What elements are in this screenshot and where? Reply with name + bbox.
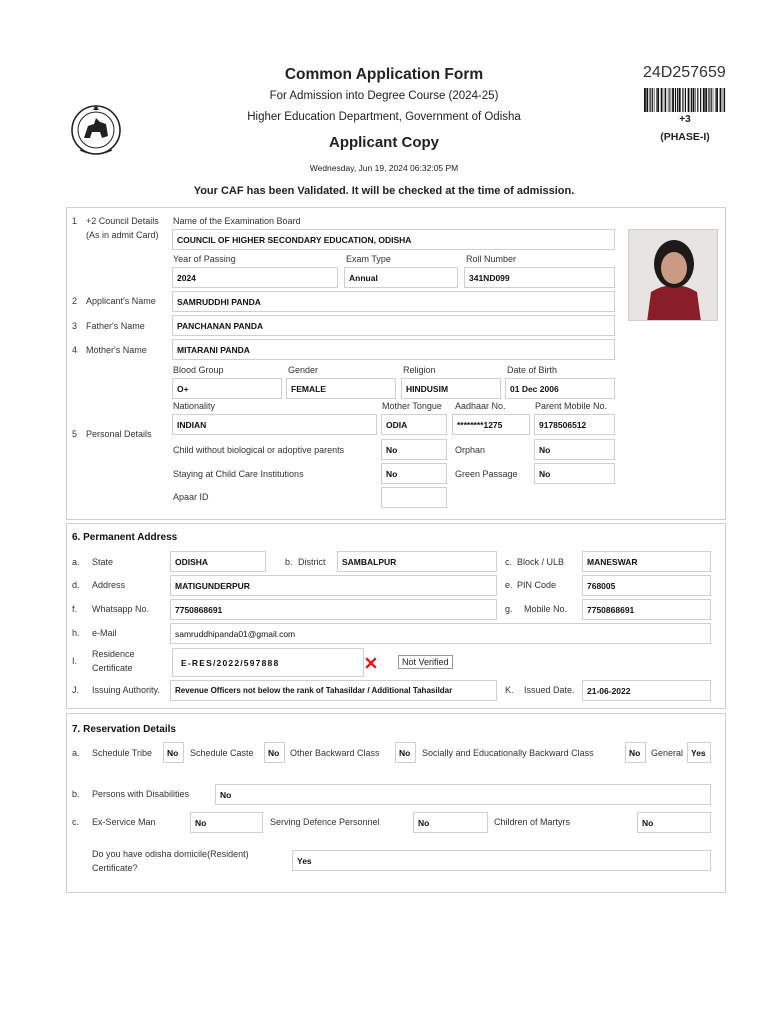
- board-field[interactable]: COUNCIL OF HIGHER SECONDARY EDUCATION, ODISHA: [172, 229, 615, 250]
- item-number-3: 3: [72, 321, 78, 331]
- stream-label: +3: [679, 114, 691, 125]
- dob-field[interactable]: 01 Dec 2006: [505, 378, 615, 399]
- green-passage-field[interactable]: No: [534, 463, 615, 484]
- general-field[interactable]: Yes: [687, 742, 711, 763]
- address-item-d: d.: [72, 580, 80, 590]
- address-item-f: f.: [72, 604, 78, 614]
- orphan-label: Orphan: [455, 445, 486, 455]
- mother-tongue-field[interactable]: ODIA: [381, 414, 447, 435]
- apaar-id-field[interactable]: [381, 487, 447, 508]
- obc-field[interactable]: No: [395, 742, 416, 763]
- obc-label: Other Backward Class: [290, 748, 380, 758]
- blood-group-field[interactable]: O+: [172, 378, 282, 399]
- religion-field[interactable]: HINDUSIM: [401, 378, 501, 399]
- applicant-name-field[interactable]: SAMRUDDHI PANDA: [172, 291, 615, 312]
- state-label: State: [92, 557, 114, 567]
- nationality-field[interactable]: INDIAN: [172, 414, 377, 435]
- address-label: Address: [92, 580, 126, 590]
- mother-tongue-label: Mother Tongue: [382, 401, 442, 411]
- reservation-item-b: b.: [72, 789, 80, 799]
- council-details-sublabel: (As in admit Card): [86, 230, 159, 240]
- cross-icon: [365, 657, 377, 669]
- item-number-5: 5: [72, 429, 78, 439]
- issuing-authority-label: Issuing Authority.: [92, 685, 160, 695]
- defence-personnel-field[interactable]: No: [413, 812, 488, 833]
- issuing-authority-field[interactable]: Revenue Officers not below the rank of Tahasildar / Additional Tahasildar: [170, 680, 497, 701]
- green-passage-label: Green Passage: [455, 469, 518, 479]
- verification-status-badge: Not Verified: [398, 655, 453, 669]
- form-subtitle: For Admission into Degree Course (2024-25): [269, 90, 499, 102]
- father-name-field[interactable]: PANCHANAN PANDA: [172, 315, 615, 336]
- item-number-4: 4: [72, 345, 78, 355]
- mobile-field[interactable]: 7750868691: [582, 599, 711, 620]
- child-without-parents-field[interactable]: No: [381, 439, 447, 460]
- child-without-parents-label: Child without biological or adoptive parents: [173, 445, 345, 455]
- general-label: General: [651, 748, 684, 758]
- whatsapp-label: Whatsapp No.: [92, 604, 150, 614]
- parent-mobile-label: Parent Mobile No.: [535, 401, 608, 411]
- address-field[interactable]: MATIGUNDERPUR: [170, 575, 497, 596]
- address-item-b: b.: [285, 557, 293, 567]
- address-item-e: e.: [505, 580, 513, 590]
- orphan-field[interactable]: No: [534, 439, 615, 460]
- validation-message: Your CAF has been Validated. It will be checked at the time of admission.: [193, 185, 575, 197]
- year-label: Year of Passing: [173, 254, 236, 264]
- reservation-item-a: a.: [72, 748, 80, 758]
- address-item-g: g.: [505, 604, 513, 614]
- address-item-i: I.: [72, 656, 78, 666]
- sebc-field[interactable]: No: [625, 742, 646, 763]
- council-details-label: +2 Council Details: [86, 216, 159, 226]
- sebc-label: Socially and Educationally Backward Class: [422, 748, 594, 758]
- religion-label: Religion: [403, 365, 436, 375]
- children-of-martyrs-label: Children of Martyrs: [494, 817, 571, 827]
- pwd-field[interactable]: No: [215, 784, 711, 805]
- pwd-label: Persons with Disabilities: [92, 789, 190, 799]
- child-care-field[interactable]: No: [381, 463, 447, 484]
- schedule-tribe-field[interactable]: No: [163, 742, 184, 763]
- gender-field[interactable]: FEMALE: [286, 378, 396, 399]
- domicile-label-line2: Certificate?: [92, 863, 138, 873]
- item-number-2: 2: [72, 296, 78, 306]
- caf-number: 24D257659: [643, 64, 726, 81]
- copy-type: Applicant Copy: [328, 134, 439, 151]
- mother-name-field[interactable]: MITARANI PANDA: [172, 339, 615, 360]
- aadhaar-field[interactable]: ********1275: [452, 414, 530, 435]
- reservation-section-title: 7. Reservation Details: [72, 724, 176, 735]
- address-item-h: h.: [72, 628, 80, 638]
- address-item-j: J.: [72, 685, 80, 695]
- child-care-label: Staying at Child Care Institutions: [173, 469, 304, 479]
- nationality-label: Nationality: [173, 401, 216, 411]
- parent-mobile-field[interactable]: 9178506512: [534, 414, 615, 435]
- father-name-label: Father's Name: [86, 321, 145, 331]
- blood-group-label: Blood Group: [173, 365, 224, 375]
- issued-date-field[interactable]: 21-06-2022: [582, 680, 711, 701]
- state-field[interactable]: ODISHA: [170, 551, 266, 572]
- pin-code-field[interactable]: 768005: [582, 575, 711, 596]
- apaar-id-label: Apaar ID: [173, 492, 209, 502]
- form-title: Common Application Form: [284, 66, 484, 83]
- gender-label: Gender: [288, 365, 319, 375]
- generated-timestamp: Wednesday, Jun 19, 2024 06:32:05 PM: [309, 163, 459, 173]
- address-item-k: K.: [505, 685, 514, 695]
- reservation-item-c: c.: [72, 817, 80, 827]
- barcode-icon: [644, 88, 726, 112]
- schedule-caste-field[interactable]: No: [264, 742, 285, 763]
- domicile-label-line1: Do you have odisha domicile(Resident): [92, 849, 249, 859]
- defence-personnel-label: Serving Defence Personnel: [270, 817, 380, 827]
- email-label: e-Mail: [92, 628, 117, 638]
- email-field[interactable]: samruddhipanda01@gmail.com: [170, 623, 711, 644]
- district-field[interactable]: SAMBALPUR: [337, 551, 497, 572]
- roll-number-field[interactable]: 341ND099: [464, 267, 615, 288]
- issued-date-label: Issued Date.: [524, 685, 575, 695]
- district-label: District: [298, 557, 326, 567]
- block-label: Block / ULB: [517, 557, 565, 567]
- pin-code-label: PIN Code: [517, 580, 557, 590]
- board-label: Name of the Examination Board: [173, 216, 301, 226]
- ex-service-label: Ex-Service Man: [92, 817, 156, 827]
- year-field[interactable]: 2024: [172, 267, 338, 288]
- residence-certificate-field[interactable]: E-RES/2022/597888: [172, 648, 364, 677]
- block-field[interactable]: MANESWAR: [582, 551, 711, 572]
- mobile-label: Mobile No.: [524, 604, 568, 614]
- ex-service-field[interactable]: No: [190, 812, 263, 833]
- residence-label-line1: Residence: [92, 649, 135, 659]
- personal-details-label: Personal Details: [86, 429, 152, 439]
- item-number-1: 1: [72, 216, 78, 226]
- mother-name-label: Mother's Name: [86, 345, 147, 355]
- roll-number-label: Roll Number: [466, 254, 517, 264]
- address-item-c: c.: [505, 557, 513, 567]
- department-name: Higher Education Department, Government of Odisha: [247, 111, 521, 123]
- whatsapp-field[interactable]: 7750868691: [170, 599, 497, 620]
- schedule-caste-label: Schedule Caste: [190, 748, 254, 758]
- address-item-a: a.: [72, 557, 80, 567]
- phase-label: (PHASE-I): [660, 131, 710, 143]
- aadhaar-label: Aadhaar No.: [455, 401, 506, 411]
- children-of-martyrs-field[interactable]: No: [637, 812, 711, 833]
- residence-label-line2: Certificate: [92, 663, 133, 673]
- applicant-photo: [628, 229, 718, 321]
- exam-type-label: Exam Type: [346, 254, 391, 264]
- schedule-tribe-label: Schedule Tribe: [92, 748, 153, 758]
- applicant-name-label: Applicant's Name: [86, 296, 156, 306]
- exam-type-field[interactable]: Annual: [344, 267, 458, 288]
- domicile-field[interactable]: Yes: [292, 850, 711, 871]
- dob-label: Date of Birth: [507, 365, 558, 375]
- address-section-title: 6. Permanent Address: [72, 532, 178, 543]
